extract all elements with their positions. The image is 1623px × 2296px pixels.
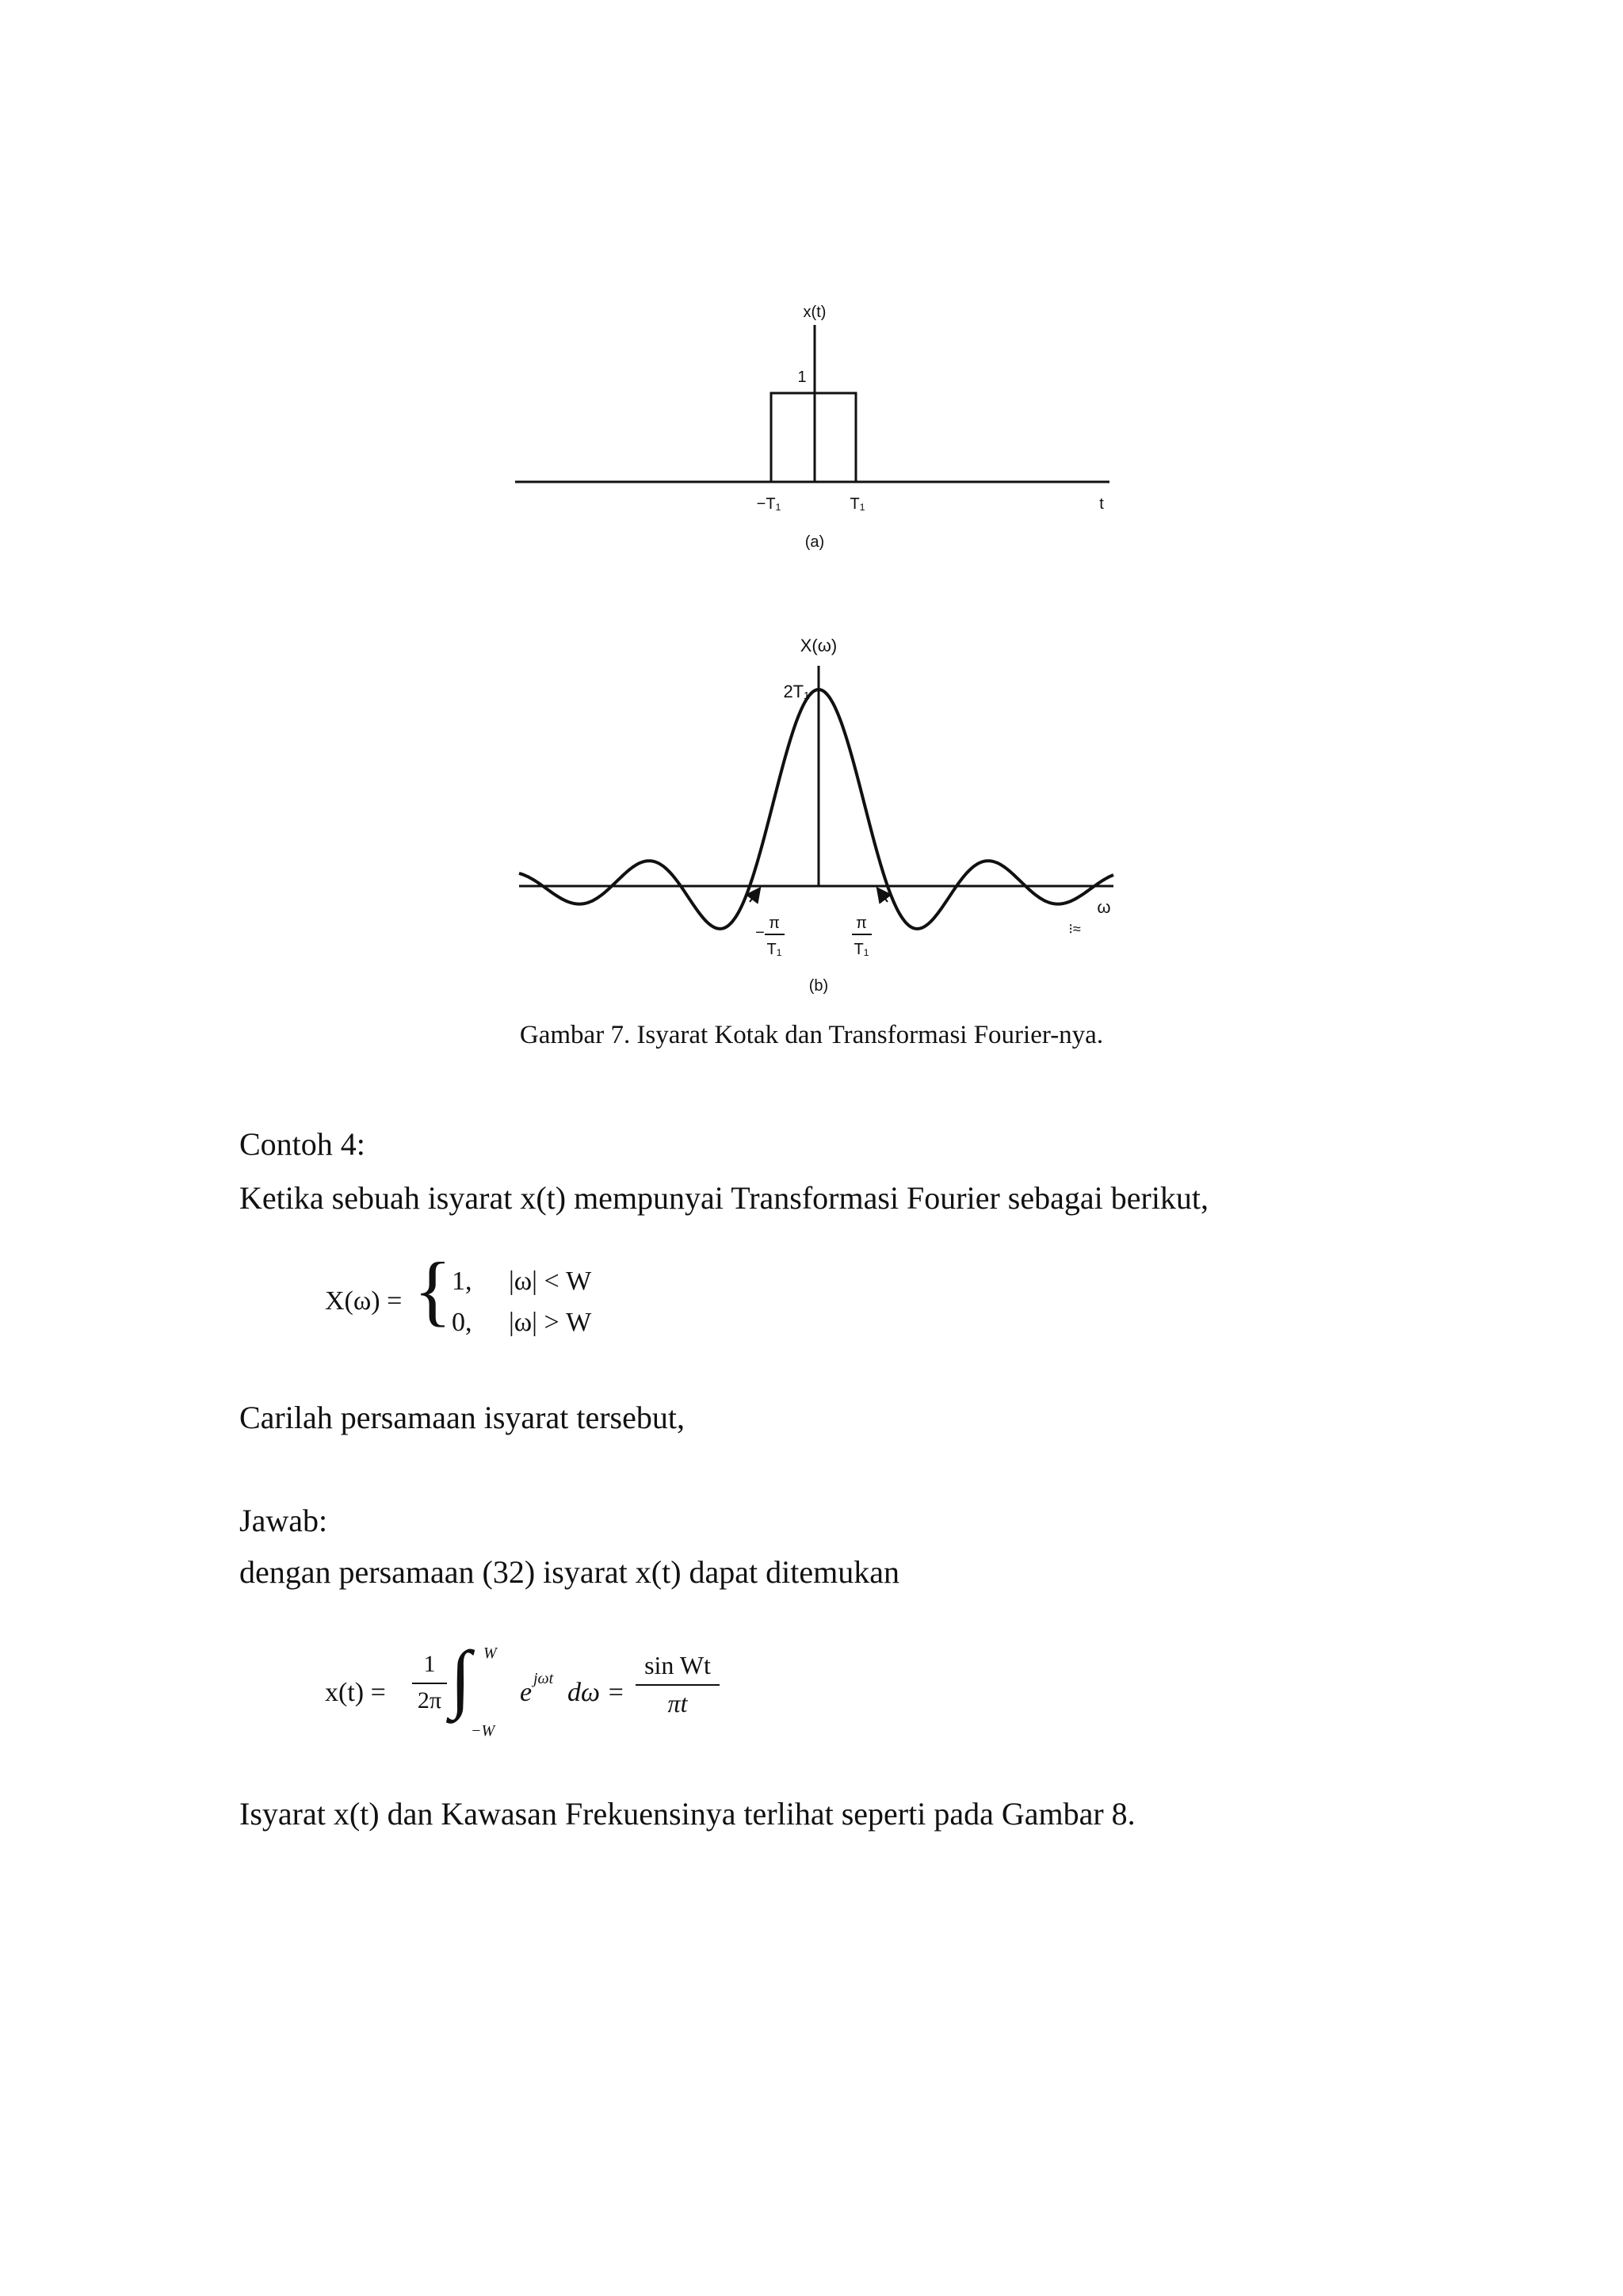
eq2-rhs-denominator: πt: [667, 1689, 688, 1717]
omega-axis-label: ω: [1097, 897, 1111, 917]
eq2-lower-limit: −W: [471, 1722, 495, 1740]
eq2-differential: dω =: [567, 1678, 625, 1707]
closing-text: Isyarat x(t) dan Kawasan Frekuensinya terlihat seperti pada Gambar 8.: [239, 1796, 1136, 1832]
sinc-plot: [491, 618, 1125, 1014]
answer-title: Jawab:: [239, 1503, 328, 1538]
eq2-rhs-numerator: sin Wt: [644, 1651, 711, 1679]
eq1-brace: {: [414, 1246, 452, 1334]
eq2-fraction-numerator: 1: [423, 1651, 436, 1677]
neg-zero-arrow: [750, 889, 759, 902]
sinc-curve: [519, 690, 1113, 929]
eq1-case1-condition: |ω| < W: [509, 1266, 592, 1296]
example-intro: Ketika sebuah isyarat x(t) mempunyai Transformasi Fourier sebagai berikut,: [239, 1180, 1209, 1216]
rect-pulse-plot: [491, 285, 1125, 555]
eq2-integral-sign: ∫: [450, 1635, 472, 1720]
y-axis-label: x(t): [803, 304, 827, 321]
spectrum-y-label: X(ω): [800, 636, 838, 655]
eq2-fraction-denominator: 2π: [417, 1687, 442, 1713]
figure-caption: Gambar 7. Isyarat Kotak dan Transformasi Fourier-nya.: [519, 1021, 1104, 1049]
eq1-lhs: X(ω) =: [325, 1286, 403, 1316]
peak-label: 2T₁: [783, 682, 810, 701]
neg-zero-t1: T₁: [766, 941, 782, 958]
eq1-case1-value: 1,: [452, 1266, 472, 1296]
eq2-fraction-bar: [412, 1683, 447, 1684]
figure-rect-pulse: [491, 285, 1125, 555]
equation-inverse-fourier: [325, 1635, 721, 1748]
neg-zero-sign: −: [755, 924, 765, 942]
figure-sinc-spectrum: [491, 618, 1125, 1014]
neg-zero-pi: π: [769, 915, 780, 932]
eq2-exponent: jωt: [533, 1670, 554, 1687]
panel-a-label: (a): [804, 533, 825, 551]
neg-t1-tick: −T₁: [756, 495, 781, 513]
question-text: Carilah persamaan isyarat tersebut,: [239, 1400, 685, 1435]
pos-zero-pi: π: [856, 915, 867, 932]
pos-zero-t1: T₁: [854, 941, 869, 958]
pos-zero-arrow: [878, 889, 888, 902]
example-title: Contoh 4:: [239, 1126, 365, 1162]
eq2-rhs-fraction-bar: [636, 1684, 720, 1686]
margin-mark: ⁝≈: [1068, 921, 1081, 937]
eq1-case2-value: 0,: [452, 1308, 472, 1337]
eq1-case2-condition: |ω| > W: [509, 1308, 592, 1337]
panel-b-label: (b): [808, 977, 829, 995]
answer-intro: dengan persamaan (32) isyarat x(t) dapat ditemukan: [239, 1554, 900, 1590]
eq2-lhs: x(t) =: [325, 1678, 386, 1707]
equation-piecewise: [325, 1246, 658, 1347]
pos-t1-tick: T₁: [850, 495, 865, 513]
eq2-upper-limit: W: [483, 1645, 497, 1662]
t-axis-label: t: [1099, 495, 1104, 513]
pulse-height-label: 1: [797, 369, 807, 386]
eq2-integrand: e: [520, 1678, 533, 1707]
